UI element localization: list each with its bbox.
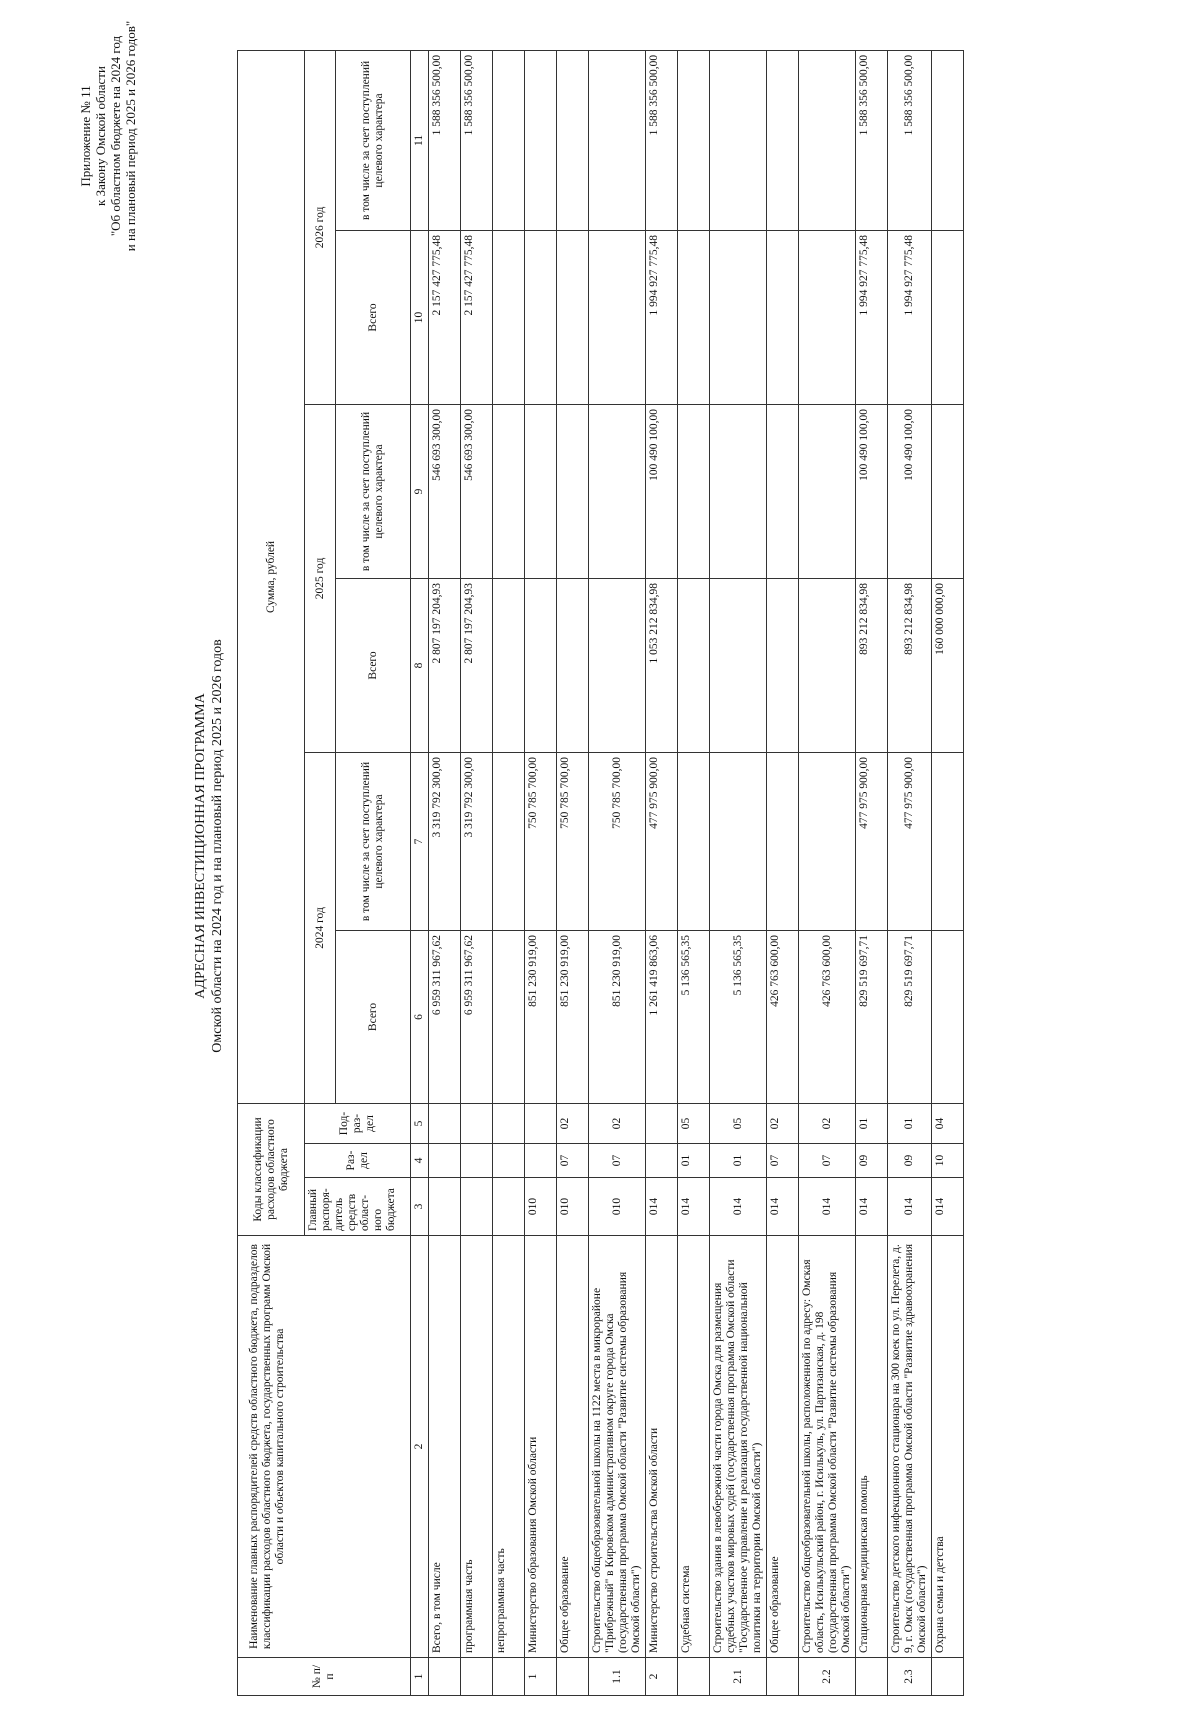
row-razdel: 07 [557, 1144, 589, 1178]
table-row [932, 50, 964, 1695]
header-podrazdel: Под-раз-дел [305, 1103, 411, 1143]
row-razdel: 09 [888, 1144, 932, 1178]
row-podrazdel: 02 [589, 1103, 646, 1143]
row-podrazdel [429, 1103, 461, 1143]
column-number: 2 [411, 1236, 429, 1658]
row-total-2024: 6 959 311 967,62 [429, 930, 461, 1103]
row-total-2026: 1 994 927 775,48 [856, 230, 888, 404]
row-num: 2.1 [710, 1658, 767, 1696]
row-name: Строительство общеобразовательной школы на 1122 места в микрорайоне "Прибрежный" в Кировском административном округе города Омска (государственная программа Омской области "Развитие системы образования Омской области") [589, 1236, 646, 1658]
row-total-2026: 2 157 427 775,48 [461, 230, 493, 404]
row-grbs: 014 [856, 1178, 888, 1236]
row-num: 1 [525, 1658, 557, 1696]
row-target-2026 [767, 50, 799, 230]
row-num: 2 [646, 1658, 678, 1696]
column-number: 6 [411, 930, 429, 1103]
table-body [429, 50, 964, 1695]
row-podrazdel: 02 [767, 1103, 799, 1143]
row-target-2025: 100 490 100,00 [856, 404, 888, 578]
row-target-2026: 1 588 356 500,00 [856, 50, 888, 230]
row-razdel: 07 [589, 1144, 646, 1178]
column-number: 10 [411, 230, 429, 404]
investment-program-table [237, 50, 964, 1696]
row-name: Охрана семьи и детства [932, 1236, 964, 1658]
header-target-2025: в том числе за счет поступлений целевого характера [336, 404, 411, 578]
row-total-2025 [678, 578, 710, 752]
row-grbs [429, 1178, 461, 1236]
row-total-2026: 1 994 927 775,48 [646, 230, 678, 404]
row-razdel [493, 1144, 525, 1178]
row-name: Судебная система [678, 1236, 710, 1658]
row-target-2024 [493, 752, 525, 930]
header-codes: Коды классификации расходов областного бюджета [238, 1103, 305, 1235]
row-target-2024 [710, 752, 767, 930]
row-num [429, 1658, 461, 1696]
row-grbs [493, 1178, 525, 1236]
row-total-2024 [493, 930, 525, 1103]
row-target-2025 [589, 404, 646, 578]
row-razdel: 07 [767, 1144, 799, 1178]
row-target-2026 [589, 50, 646, 230]
row-target-2025: 100 490 100,00 [888, 404, 932, 578]
row-razdel [461, 1144, 493, 1178]
header-year-2024: 2024 год [305, 752, 336, 1103]
row-total-2025 [799, 578, 856, 752]
column-number: 7 [411, 752, 429, 930]
table-row [461, 50, 493, 1695]
column-number: 4 [411, 1144, 429, 1178]
table-row [710, 50, 767, 1695]
row-total-2026: 1 994 927 775,48 [888, 230, 932, 404]
row-total-2026 [589, 230, 646, 404]
row-name: Всего, в том числе [429, 1236, 461, 1658]
row-target-2024: 3 319 792 300,00 [429, 752, 461, 930]
row-name: Министерство строительства Омской области [646, 1236, 678, 1658]
row-target-2024: 477 975 900,00 [888, 752, 932, 930]
row-target-2024 [767, 752, 799, 930]
row-total-2026 [767, 230, 799, 404]
row-total-2025: 160 000 000,00 [932, 578, 964, 752]
row-target-2025 [767, 404, 799, 578]
column-number-row [411, 50, 429, 1695]
table-row [429, 50, 461, 1695]
appendix-line-1: Приложение № 11 [78, 85, 93, 187]
row-target-2024 [799, 752, 856, 930]
row-target-2024: 750 785 700,00 [525, 752, 557, 930]
row-total-2026: 2 157 427 775,48 [429, 230, 461, 404]
row-podrazdel: 01 [888, 1103, 932, 1143]
row-num [493, 1658, 525, 1696]
row-name: Строительство здания в левобережной части города Омска для размещения судебных участков мировых судей (государственная программа Омской области "Государственное управление и реализация государственной национальной политики на территории Омской области") [710, 1236, 767, 1658]
row-target-2024: 3 319 792 300,00 [461, 752, 493, 930]
row-target-2026 [678, 50, 710, 230]
column-number: 11 [411, 50, 429, 230]
header-num: № п/п [238, 1658, 411, 1696]
row-total-2024 [932, 930, 964, 1103]
row-podrazdel [461, 1103, 493, 1143]
row-podrazdel: 02 [557, 1103, 589, 1143]
header-target-2024: в том числе за счет поступлений целевого характера [336, 752, 411, 930]
row-podrazdel: 05 [710, 1103, 767, 1143]
row-total-2025 [493, 578, 525, 752]
column-number: 5 [411, 1103, 429, 1143]
row-grbs: 014 [799, 1178, 856, 1236]
table-row [589, 50, 646, 1695]
row-target-2025 [678, 404, 710, 578]
row-total-2024: 426 763 600,00 [767, 930, 799, 1103]
row-total-2026 [557, 230, 589, 404]
row-total-2024: 5 136 565,35 [710, 930, 767, 1103]
row-razdel [429, 1144, 461, 1178]
row-podrazdel: 02 [799, 1103, 856, 1143]
row-target-2026: 1 588 356 500,00 [429, 50, 461, 230]
column-number: 8 [411, 578, 429, 752]
row-total-2024: 5 136 565,35 [678, 930, 710, 1103]
row-total-2024: 851 230 919,00 [525, 930, 557, 1103]
row-num [767, 1658, 799, 1696]
row-razdel [525, 1144, 557, 1178]
table-row [493, 50, 525, 1695]
row-target-2024 [932, 752, 964, 930]
row-target-2025 [525, 404, 557, 578]
row-total-2026 [678, 230, 710, 404]
table-row [856, 50, 888, 1695]
row-num [856, 1658, 888, 1696]
table-row [678, 50, 710, 1695]
row-target-2024: 750 785 700,00 [589, 752, 646, 930]
row-razdel: 01 [710, 1144, 767, 1178]
row-name: Министерство образования Омской области [525, 1236, 557, 1658]
header-total-2024: Всего [336, 930, 411, 1103]
row-total-2025: 893 212 834,98 [888, 578, 932, 752]
row-grbs: 014 [646, 1178, 678, 1236]
row-target-2024: 750 785 700,00 [557, 752, 589, 930]
row-num [678, 1658, 710, 1696]
row-razdel: 07 [799, 1144, 856, 1178]
document-subtitle: Омской области на 2024 год и на плановый период 2025 и 2026 годов [210, 639, 225, 1053]
row-name: Строительство детского инфекционного стационара на 300 коек по ул. Перелета, д. 9, г. Омск (государственная программа Омской области "Развитие здравоохранения Омской области") [888, 1236, 932, 1658]
row-target-2025 [710, 404, 767, 578]
appendix-line-4: и на плановый период 2025 и 2026 годов" [123, 20, 138, 252]
header-target-2026: в том числе за счет поступлений целевого характера [336, 50, 411, 230]
row-total-2025 [557, 578, 589, 752]
row-grbs: 014 [932, 1178, 964, 1236]
row-grbs: 014 [710, 1178, 767, 1236]
row-target-2026: 1 588 356 500,00 [646, 50, 678, 230]
row-total-2024: 1 261 419 863,06 [646, 930, 678, 1103]
row-total-2025 [525, 578, 557, 752]
row-total-2024: 851 230 919,00 [557, 930, 589, 1103]
row-target-2024: 477 975 900,00 [856, 752, 888, 930]
header-year-2025: 2025 год [305, 404, 336, 752]
row-num: 2.3 [888, 1658, 932, 1696]
header-sum: Сумма, рублей [238, 50, 305, 1103]
row-target-2026 [525, 50, 557, 230]
row-razdel [646, 1144, 678, 1178]
header-total-2025: Всего [336, 578, 411, 752]
row-total-2024: 6 959 311 967,62 [461, 930, 493, 1103]
row-razdel: 09 [856, 1144, 888, 1178]
header-razdel: Раз-дел [305, 1144, 411, 1178]
row-podrazdel [493, 1103, 525, 1143]
row-podrazdel: 01 [856, 1103, 888, 1143]
table-row [799, 50, 856, 1695]
appendix-line-3: "Об областном бюджете на 2024 год [108, 35, 123, 237]
row-target-2024 [678, 752, 710, 930]
column-number: 9 [411, 404, 429, 578]
document-titles [192, 196, 226, 1496]
row-total-2026 [932, 230, 964, 404]
row-total-2025 [710, 578, 767, 752]
header-total-2026: Всего [336, 230, 411, 404]
row-name: Стационарная медицинская помощь [856, 1236, 888, 1658]
row-total-2024: 426 763 600,00 [799, 930, 856, 1103]
row-podrazdel [525, 1103, 557, 1143]
row-target-2025 [557, 404, 589, 578]
row-num: 1.1 [589, 1658, 646, 1696]
row-razdel: 10 [932, 1144, 964, 1178]
appendix-line-2: к Закону Омской области [93, 66, 108, 206]
row-target-2025: 546 693 300,00 [461, 404, 493, 578]
row-name: Общее образование [557, 1236, 589, 1658]
row-target-2024: 477 975 900,00 [646, 752, 678, 930]
row-target-2026 [932, 50, 964, 230]
row-total-2025: 893 212 834,98 [856, 578, 888, 752]
header-year-2026: 2026 год [305, 50, 336, 404]
table-row [767, 50, 799, 1695]
row-total-2026 [493, 230, 525, 404]
row-total-2024: 851 230 919,00 [589, 930, 646, 1103]
table-row [888, 50, 932, 1695]
row-total-2026 [799, 230, 856, 404]
row-grbs: 010 [589, 1178, 646, 1236]
row-target-2026 [710, 50, 767, 230]
row-grbs: 014 [888, 1178, 932, 1236]
row-total-2025: 2 807 197 204,93 [429, 578, 461, 752]
row-total-2024: 829 519 697,71 [856, 930, 888, 1103]
appendix-note [78, 16, 138, 256]
row-grbs [461, 1178, 493, 1236]
row-target-2025 [799, 404, 856, 578]
row-name: непрограммная часть [493, 1236, 525, 1658]
row-podrazdel [646, 1103, 678, 1143]
document-title: АДРЕСНАЯ ИНВЕСТИЦИОННАЯ ПРОГРАММА [193, 693, 208, 999]
row-total-2025 [767, 578, 799, 752]
row-grbs: 010 [557, 1178, 589, 1236]
row-num [557, 1658, 589, 1696]
row-target-2026: 1 588 356 500,00 [888, 50, 932, 230]
row-grbs: 014 [767, 1178, 799, 1236]
row-razdel: 01 [678, 1144, 710, 1178]
row-total-2026 [525, 230, 557, 404]
row-total-2025 [589, 578, 646, 752]
header-grbs: Главный распоря-дитель средств област-ного бюджета [305, 1178, 411, 1236]
row-target-2025: 100 490 100,00 [646, 404, 678, 578]
row-target-2025 [493, 404, 525, 578]
row-target-2026: 1 588 356 500,00 [461, 50, 493, 230]
row-total-2024: 829 519 697,71 [888, 930, 932, 1103]
column-number: 3 [411, 1178, 429, 1236]
row-num [932, 1658, 964, 1696]
row-target-2025: 546 693 300,00 [429, 404, 461, 578]
column-number: 1 [411, 1658, 429, 1696]
row-target-2026 [493, 50, 525, 230]
row-target-2026 [799, 50, 856, 230]
row-grbs: 010 [525, 1178, 557, 1236]
row-grbs: 014 [678, 1178, 710, 1236]
header-name: Наименование главных распорядителей средств областного бюджета, подразделов классификации расходов областного бюджета, государственных программ Омской области и объектов капитального строительства [238, 1236, 411, 1658]
table-row [646, 50, 678, 1695]
row-num: 2.2 [799, 1658, 856, 1696]
row-target-2025 [932, 404, 964, 578]
row-total-2025: 1 053 212 834,98 [646, 578, 678, 752]
row-name: Строительство общеобразовательной школы, расположенной по адресу: Омская область, Исилькульский район, г. Исилькуль, ул. Партизанская, д. 198 (государственная программа Омской области "Развитие системы образования Омской области") [799, 1236, 856, 1658]
row-total-2026 [710, 230, 767, 404]
row-num [461, 1658, 493, 1696]
table-row [557, 50, 589, 1695]
row-name: программная часть [461, 1236, 493, 1658]
row-target-2026 [557, 50, 589, 230]
row-podrazdel: 05 [678, 1103, 710, 1143]
row-name: Общее образование [767, 1236, 799, 1658]
row-podrazdel: 04 [932, 1103, 964, 1143]
table-row [525, 50, 557, 1695]
row-total-2025: 2 807 197 204,93 [461, 578, 493, 752]
